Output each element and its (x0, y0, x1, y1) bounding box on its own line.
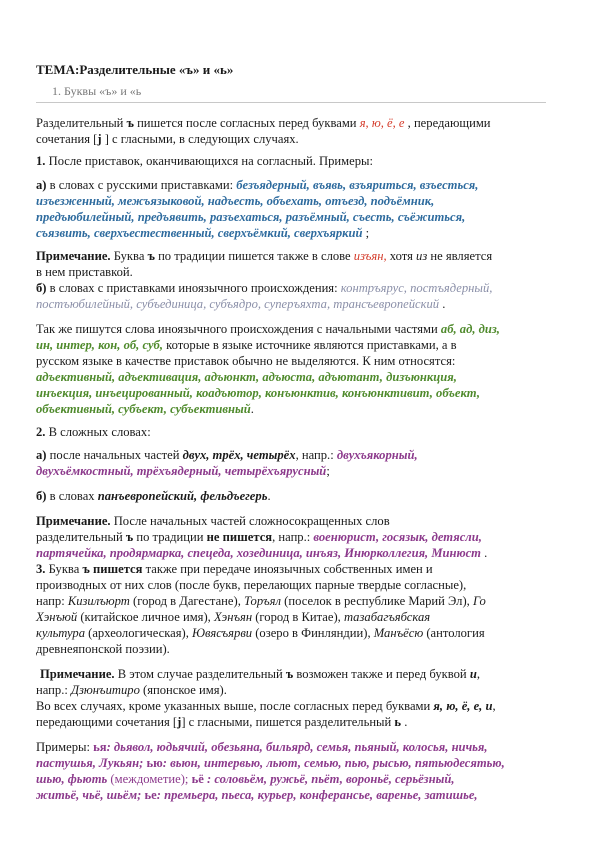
examples-line-2: пастушья, Лукьян; ью: вьюн, интервью, льют, семью, пью, рысью, пятьюдесятью, (36, 756, 505, 770)
intro-line-2: сочетания [j ] с гласными, в следующих случаях. (36, 132, 299, 146)
note-3-line-1: Примечание. В этом случае разделительный ъ возможен также и перед буквой и, (40, 667, 480, 681)
rule-3-line-5: культура (археологическая), Ювясъярви (озеро в Финляндии), Манъёсю (антология (36, 626, 485, 640)
rule-1-heading: 1. После приставок, оканчивающихся на согласный. Примеры: (36, 154, 373, 168)
rule-1a-line-4: съязвить, сверхъестественный, сверхъёмкий, сверхъяркий ; (36, 226, 370, 240)
rule-2-heading: 2. В сложных словах: (36, 425, 151, 439)
rule-3-line-1: 3. Буква ъ пишется также при передаче иноязычных собственных имен и (36, 562, 433, 576)
foreign-line-4: адъективный, адъективация, адъюнкт, адъюста, адъютант, дизъюнкция, (36, 370, 457, 384)
note-3-line-4: передающими сочетания [j] с гласными, пишется разделительный ь . (36, 715, 408, 729)
foreign-line-5: инъекция, инъецированный, коадъютор, конъюнктив, конъюнктивит, объект, (36, 386, 480, 400)
rule-2b-line: б) в словах панъевропейский, фельдъегерь. (36, 489, 271, 503)
rule-3-line-6: древнеяпонской поэзии). (36, 642, 170, 656)
rule-3-line-2: производных от них слов (после букв, перелающих парные твердые согласные), (36, 578, 467, 592)
examples-line-1: Примеры: ья: дьявол, юдьячий, обезьяна, бильярд, семья, пьяный, колосья, ничья, (36, 740, 488, 754)
rule-2a-line-2: двухъёмкостный, трёхъядерный, четырёхъярусный; (36, 464, 330, 478)
rule-3-line-4: Хэнъюй (китайское личное имя), Хэнъян (город в Китае), тазабагъябская (36, 610, 431, 624)
rule-1b-line-1: б) в словах с приставками иноязычного происхождения: контръярус, постъядерный, (36, 281, 493, 295)
foreign-line-1: Так же пишутся слова иноязычного происхождения с начальными частями аб, ад, диз, (36, 322, 500, 336)
foreign-line-2: ин, интер, кон, об, суб, которые в языке источнике являются приставками, а в (36, 338, 457, 352)
note-3-line-2: напр.: Дзюнъитиро (японское имя). (36, 683, 227, 697)
examples-line-3: шью, фьють (междометие); ьё : соловьём, ружьё, пьёт, вороньё, серьёзный, (36, 772, 455, 786)
divider (36, 102, 546, 103)
rule-1a-line-1: а) в словах с русскими приставками: безъядерный, въявь, взъяриться, взъесться, (36, 178, 479, 192)
examples-line-4: житьё, чьё, шьём; ье: премьера, пьеса, курьер, конферансье, варенье, затишье, (36, 788, 478, 802)
rule-2a-line-1: а) после начальных частей двух, трёх, четырёх, напр.: двухъякорный, (36, 448, 418, 462)
note-2-line-2: разделительный ъ по традиции не пишется, напр.: военюрист, госязык, детясли, (36, 530, 482, 544)
rule-3-line-3: напр: Кизилъюрт (город в Дагестане), Торъял (поселок в республике Марий Эл), Го (36, 594, 486, 608)
foreign-line-3: русском языке в качестве приставок обычно не выделяются. К ним относятся: (36, 354, 456, 368)
note-1-line-2: в нем приставкой. (36, 265, 133, 279)
note-1-line-1: Примечание. Буква ъ по традиции пишется также в слове изъян, хотя из не является (36, 249, 493, 263)
section-heading: 1. Буквы «ъ» и «ь (52, 84, 142, 98)
rule-1a-line-2: изъезженный, межъязыковой, надъесть, объехать, отъезд, подъёмник, (36, 194, 435, 208)
intro-line-1: Разделительный ъ пишется после согласных перед буквами я, ю, ё, е , передающими (36, 116, 491, 130)
foreign-line-6: объективный, субъект, субъективный. (36, 402, 254, 416)
rule-1a-line-3: предъюбилейный, предъявить, разъехаться, разъёмный, съесть, съёжиться, (36, 210, 466, 224)
rule-1b-line-2: постъюбилейный, субъединица, субъядро, суперъяхта, трансъевропейский . (36, 297, 446, 311)
page-title: ТЕМА:Разделительные «ъ» и «ь» (36, 62, 234, 77)
note-3-line-3: Во всех случаях, кроме указанных выше, после согласных перед буквами я, ю, ё, е, и, (36, 699, 496, 713)
note-2-line-3: партячейка, продярмарка, спецеда, хозединица, инъяз, Инюрколлегия, Минюст . (36, 546, 488, 560)
note-2-line-1: Примечание. После начальных частей сложносокращенных слов (36, 514, 390, 528)
